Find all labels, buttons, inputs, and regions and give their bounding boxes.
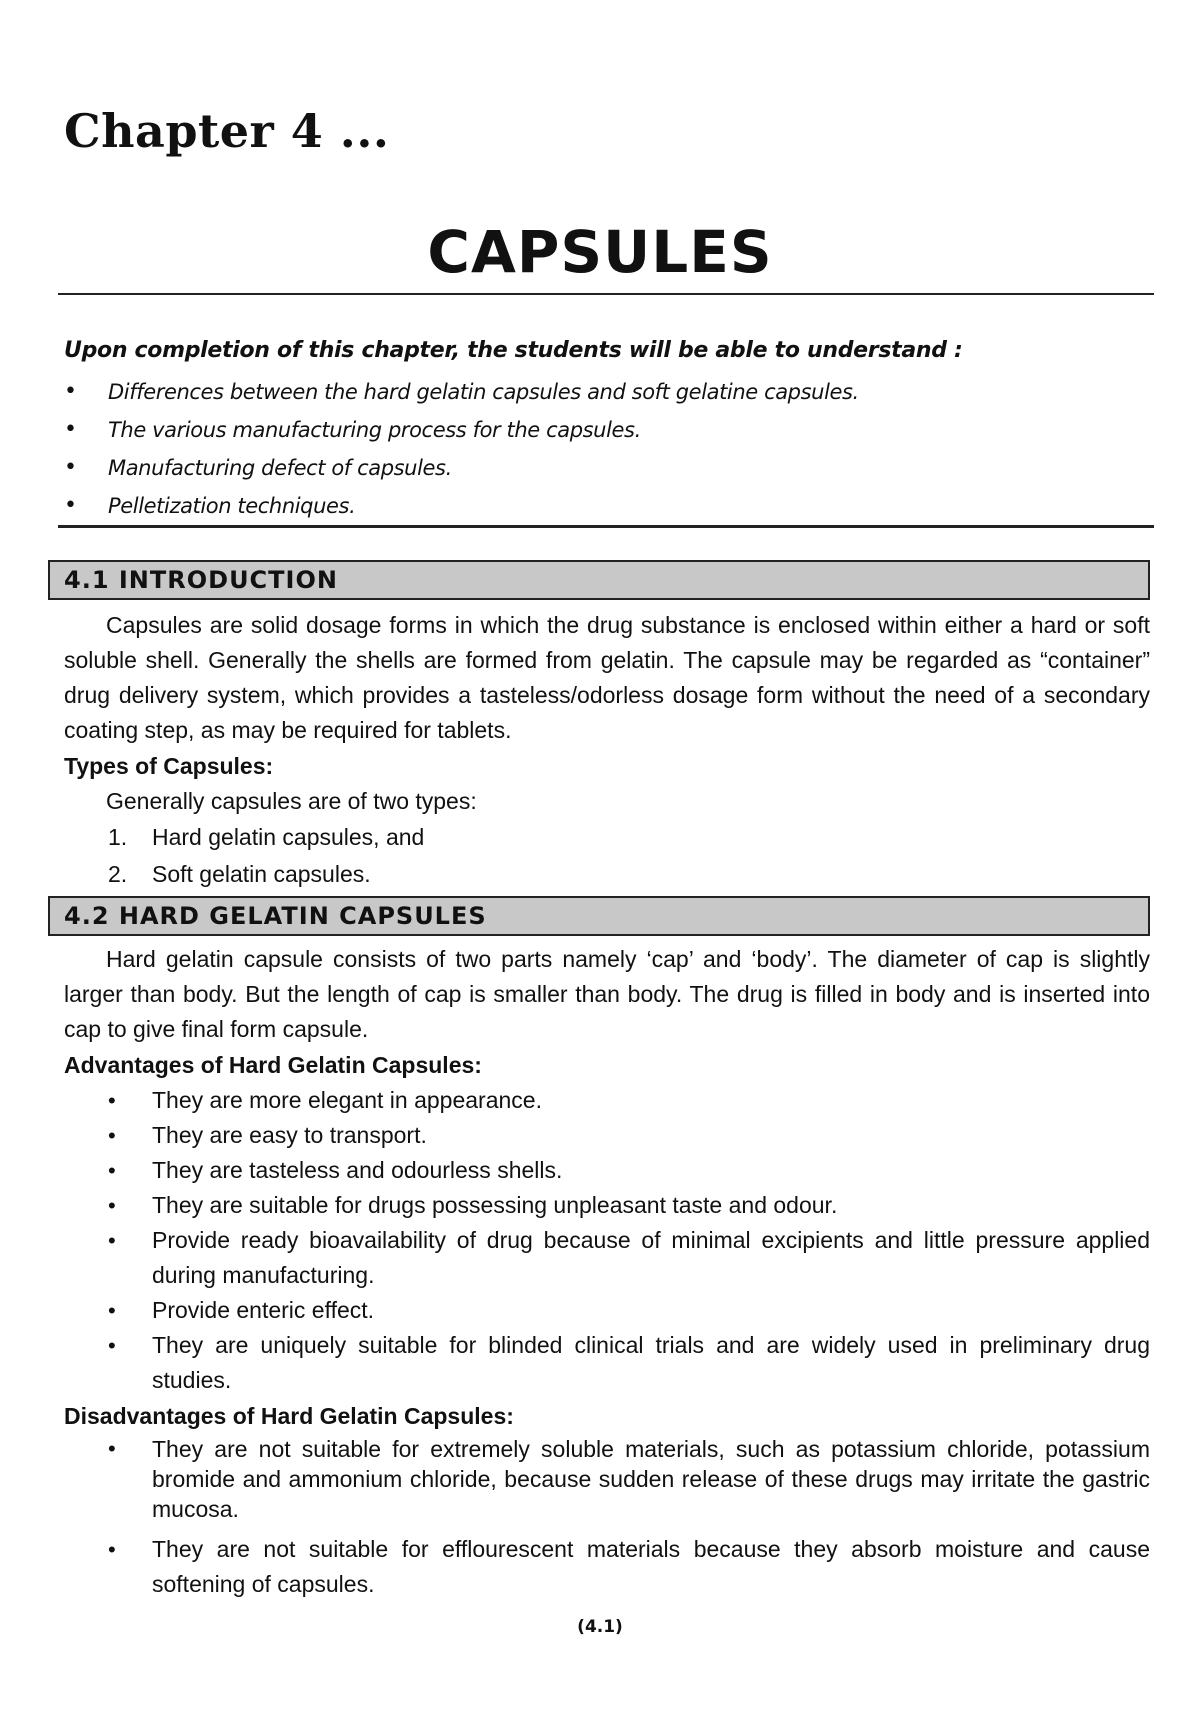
bullet-icon: •	[64, 493, 77, 518]
advantage-item	[64, 1328, 1150, 1398]
list-number: 1.	[108, 824, 128, 850]
advantage-text: They are more elegant in appearance.	[152, 1087, 542, 1113]
disadvantage-text: They are not suitable for extremely soluble materials, such as potassium chloride, potassium bromide and ammonium chloride, because sudden release of these drugs may irritate the gastric mucosa.	[152, 1436, 1150, 1522]
hard-gelatin-paragraph: Hard gelatin capsule consists of two parts namely ‘cap’ and ‘body’. The diameter of cap is slightly larger than body. But the length of cap is smaller than body. The drug is filled in body and is inserted into cap to give final form capsule.	[64, 946, 1150, 1042]
advantage-text: They are suitable for drugs possessing unpleasant taste and odour.	[152, 1192, 838, 1218]
objective-text: Pelletization techniques.	[108, 494, 356, 518]
objective-item	[64, 449, 1154, 487]
list-number: 2.	[108, 861, 128, 887]
bullet-icon: •	[108, 1298, 116, 1323]
hard-gelatin-section	[64, 942, 1150, 1610]
section-heading-hard-gelatin: 4.2 HARD GELATIN CAPSULES	[48, 896, 1150, 936]
chapter-title: CAPSULES	[427, 218, 773, 286]
advantage-text: They are tasteless and odourless shells.	[152, 1157, 563, 1183]
disadvantage-item	[64, 1434, 1150, 1524]
bullet-icon: •	[108, 1228, 116, 1253]
objective-item	[64, 373, 1154, 411]
learning-objectives	[64, 338, 1154, 525]
type-item	[64, 819, 1150, 856]
advantage-item	[64, 1118, 1150, 1153]
bullet-icon: •	[108, 1088, 116, 1113]
chapter-label: Chapter 4 ...	[64, 104, 390, 158]
advantage-item	[64, 1293, 1150, 1328]
objectives-rule	[58, 525, 1154, 528]
disadvantages-list	[64, 1434, 1150, 1602]
type-item	[64, 856, 1150, 893]
advantage-item	[64, 1223, 1150, 1293]
disadvantage-text: They are not suitable for efflourescent materials because they absorb moisture and cause softening of capsules.	[152, 1536, 1150, 1597]
objectives-list	[64, 373, 1154, 525]
types-list	[64, 819, 1150, 893]
bullet-icon: •	[64, 379, 77, 404]
advantage-item	[64, 1083, 1150, 1118]
type-text: Hard gelatin capsules, and	[152, 824, 425, 850]
bullet-icon: •	[64, 417, 77, 442]
type-text: Soft gelatin capsules.	[152, 861, 371, 887]
title-rule	[58, 293, 1154, 295]
introduction-section	[64, 608, 1150, 893]
objective-text: Differences between the hard gelatin capsules and soft gelatine capsules.	[108, 380, 859, 404]
advantage-text: Provide enteric effect.	[152, 1297, 375, 1323]
types-heading: Types of Capsules:	[64, 753, 274, 779]
bullet-icon: •	[108, 1333, 116, 1358]
section-heading-introduction: 4.1 INTRODUCTION	[48, 560, 1150, 600]
bullet-icon: •	[108, 1537, 116, 1562]
advantages-list	[64, 1083, 1150, 1398]
advantage-text: They are easy to transport.	[152, 1122, 427, 1148]
advantages-heading: Advantages of Hard Gelatin Capsules:	[64, 1052, 482, 1078]
bullet-icon: •	[108, 1193, 116, 1218]
advantage-text: Provide ready bioavailability of drug because of minimal excipients and little pressure applied during manufacturing.	[152, 1227, 1150, 1288]
objective-item	[64, 411, 1154, 449]
bullet-icon: •	[108, 1158, 116, 1183]
advantage-item	[64, 1153, 1150, 1188]
objective-item	[64, 487, 1154, 525]
bullet-icon: •	[64, 455, 77, 480]
disadvantages-heading: Disadvantages of Hard Gelatin Capsules:	[64, 1403, 514, 1429]
disadvantage-item	[64, 1532, 1150, 1602]
bullet-icon: •	[108, 1123, 116, 1148]
objective-text: Manufacturing defect of capsules.	[108, 456, 452, 480]
page-number: (4.1)	[577, 1617, 623, 1637]
types-intro: Generally capsules are of two types:	[106, 788, 477, 814]
objective-text: The various manufacturing process for the capsules.	[108, 418, 641, 442]
introduction-paragraph: Capsules are solid dosage forms in which the drug substance is enclosed within either a hard or soft soluble shell. Generally the shells are formed from gelatin. The capsule may be regarded as “container” drug delivery system, which provides a tasteless/odorless dosage form without the need of a secondary coating step, as may be required for tablets.	[64, 612, 1150, 743]
bullet-icon: •	[108, 1436, 116, 1461]
objectives-heading: Upon completion of this chapter, the students will be able to understand :	[64, 338, 963, 363]
advantage-item	[64, 1188, 1150, 1223]
advantage-text: They are uniquely suitable for blinded clinical trials and are widely used in preliminary drug studies.	[152, 1332, 1150, 1393]
